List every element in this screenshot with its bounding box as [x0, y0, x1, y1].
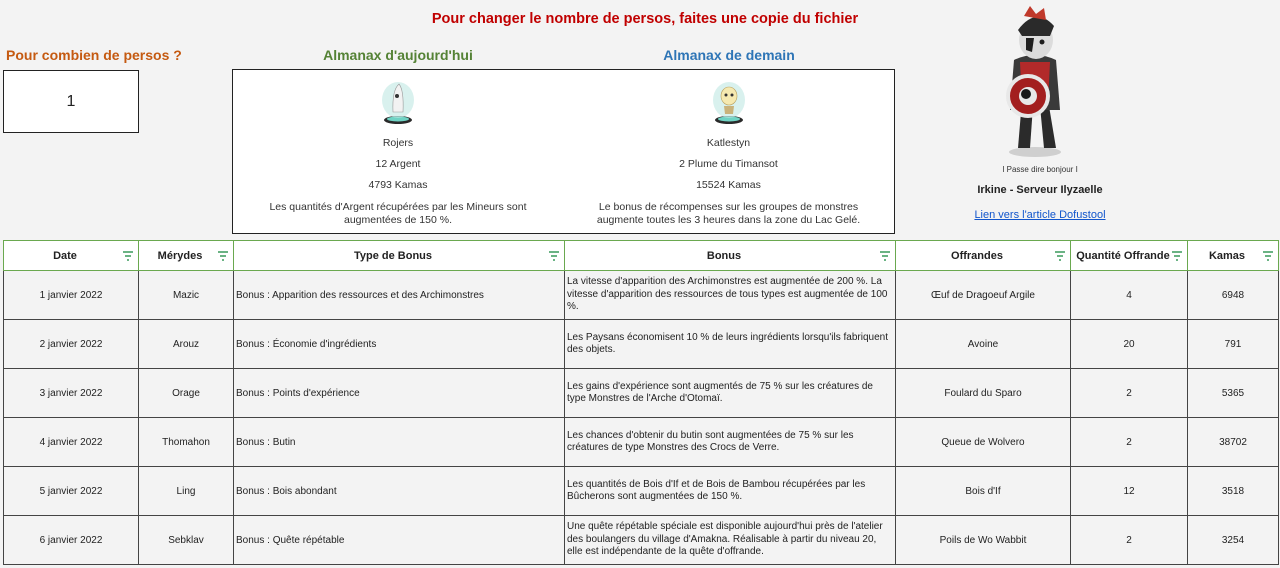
persos-count-label: Pour combien de persos ?: [6, 47, 182, 63]
almanax-tomorrow-offering: 2 Plume du Timansot: [679, 158, 778, 170]
almanax-tomorrow-card: [563, 69, 895, 234]
column-header-label: Offrandes: [951, 249, 1003, 262]
cell-kamas[interactable]: 38702: [1188, 418, 1279, 467]
author-name: Irkine - Serveur Ilyzaelle: [977, 184, 1103, 196]
character-mascot-image: [990, 2, 1080, 160]
cell-meryde[interactable]: Ling: [139, 467, 234, 516]
cell-type-bonus[interactable]: Bonus : Points d'expérience: [234, 369, 565, 418]
column-header-date[interactable]: [4, 241, 139, 271]
cell-offrande[interactable]: Œuf de Dragoeuf Argile: [896, 271, 1071, 320]
npc-portrait-icon: [378, 76, 418, 126]
column-header-label: Type de Bonus: [353, 249, 433, 262]
cell-type-bonus[interactable]: Bonus : Quête répétable: [234, 516, 565, 565]
almanax-tomorrow-title: Almanax de demain: [663, 47, 795, 63]
filter-icon[interactable]: [1054, 251, 1066, 261]
table-row: [4, 320, 1279, 369]
cell-kamas[interactable]: 3518: [1188, 467, 1279, 516]
column-header-kamas[interactable]: [1188, 241, 1279, 271]
filter-icon[interactable]: [879, 251, 891, 261]
cell-bonus[interactable]: La vitesse d'apparition des Archimonstres est augmentée de 200 %. La vitesse d'apparition des ressources de tous types est augmentée de 100 %.: [565, 271, 896, 320]
table-row: [4, 516, 1279, 565]
table-header-row: [4, 241, 1279, 271]
column-header-label: Bonus: [706, 249, 742, 262]
cell-date[interactable]: 3 janvier 2022: [4, 369, 139, 418]
almanax-tomorrow-kamas: 15524 Kamas: [696, 179, 761, 191]
persos-count-input[interactable]: [3, 70, 139, 133]
almanax-tomorrow-description: Le bonus de récompenses sur les groupes de monstres augmente toutes les 3 heures dans la zone du Lac Gelé.: [596, 201, 861, 226]
cell-bonus[interactable]: Les gains d'expérience sont augmentés de 75 % sur les créatures de type Monstres de l'Arche d'Otomaï.: [565, 369, 896, 418]
column-header-type-bonus[interactable]: [234, 241, 565, 271]
cell-meryde[interactable]: Mazic: [139, 271, 234, 320]
cell-meryde[interactable]: Arouz: [139, 320, 234, 369]
table-row: [4, 369, 1279, 418]
dofustool-article-link[interactable]: Lien vers l'article Dofustool: [974, 209, 1106, 221]
cell-date[interactable]: 6 janvier 2022: [4, 516, 139, 565]
almanax-today-description: Les quantités d'Argent récupérées par les Mineurs sont augmentées de 150 %.: [269, 201, 527, 226]
cell-meryde[interactable]: Sebklav: [139, 516, 234, 565]
cell-type-bonus[interactable]: Bonus : Butin: [234, 418, 565, 467]
almanax-today-card: [232, 69, 564, 234]
filter-icon[interactable]: [1262, 251, 1274, 261]
cell-kamas[interactable]: 3254: [1188, 516, 1279, 565]
cell-offrande[interactable]: Avoine: [896, 320, 1071, 369]
author-greeting: I Passe dire bonjour I: [1002, 165, 1078, 174]
filter-icon[interactable]: [122, 251, 134, 261]
almanax-today-offering: 12 Argent: [375, 158, 421, 170]
cell-bonus[interactable]: Les quantités de Bois d'If et de Bois de Bambou récupérées par les Bûcherons sont augmentées de 150 %.: [565, 467, 896, 516]
filter-icon[interactable]: [217, 251, 229, 261]
cell-type-bonus[interactable]: Bonus : Apparition des ressources et des Archimonstres: [234, 271, 565, 320]
cell-offrande[interactable]: Foulard du Sparo: [896, 369, 1071, 418]
almanax-today-title: Almanax d'aujourd'hui: [323, 47, 473, 63]
column-header-label: Date: [53, 249, 77, 262]
copy-file-note: Pour changer le nombre de persos, faites une copie du fichier: [431, 11, 859, 27]
cell-offrande[interactable]: Queue de Wolvero: [896, 418, 1071, 467]
almanax-today-npc: Rojers: [382, 137, 414, 149]
cell-quantite[interactable]: 2: [1071, 369, 1188, 418]
almanax-table: [3, 240, 1279, 565]
cell-bonus[interactable]: Les chances d'obtenir du butin sont augmentées de 75 % sur les créatures de type Monstres des Crocs de Verre.: [565, 418, 896, 467]
cell-bonus[interactable]: Une quête répétable spéciale est disponible aujourd'hui près de l'atelier des boulangers du village d'Amakna. Réalisable à partir du niveau 20, elle est indépendante de la quête d'offrande.: [565, 516, 896, 565]
cell-kamas[interactable]: 5365: [1188, 369, 1279, 418]
cell-meryde[interactable]: Orage: [139, 369, 234, 418]
cell-offrande[interactable]: Bois d'If: [896, 467, 1071, 516]
filter-icon[interactable]: [1171, 251, 1183, 261]
column-header-merydes[interactable]: [139, 241, 234, 271]
column-header-bonus[interactable]: [565, 241, 896, 271]
almanax-tomorrow-npc: Katlestyn: [706, 137, 751, 149]
cell-bonus[interactable]: Les Paysans économisent 10 % de leurs ingrédients lorsqu'ils fabriquent des objets.: [565, 320, 896, 369]
column-header-label: Quantité Offrande: [1076, 249, 1170, 262]
table-row: [4, 271, 1279, 320]
almanax-today-kamas: 4793 Kamas: [368, 179, 428, 191]
table-row: [4, 418, 1279, 467]
cell-date[interactable]: 1 janvier 2022: [4, 271, 139, 320]
cell-date[interactable]: 5 janvier 2022: [4, 467, 139, 516]
cell-quantite[interactable]: 12: [1071, 467, 1188, 516]
npc-portrait-icon: [709, 76, 749, 126]
cell-date[interactable]: 4 janvier 2022: [4, 418, 139, 467]
cell-quantite[interactable]: 20: [1071, 320, 1188, 369]
filter-icon[interactable]: [548, 251, 560, 261]
cell-date[interactable]: 2 janvier 2022: [4, 320, 139, 369]
cell-meryde[interactable]: Thomahon: [139, 418, 234, 467]
cell-quantite[interactable]: 2: [1071, 418, 1188, 467]
cell-type-bonus[interactable]: Bonus : Économie d'ingrédients: [234, 320, 565, 369]
cell-offrande[interactable]: Poils de Wo Wabbit: [896, 516, 1071, 565]
column-header-offrandes[interactable]: [896, 241, 1071, 271]
column-header-label: Kamas: [1208, 249, 1246, 262]
column-header-label: Mérydes: [157, 249, 203, 262]
cell-kamas[interactable]: 791: [1188, 320, 1279, 369]
cell-type-bonus[interactable]: Bonus : Bois abondant: [234, 467, 565, 516]
cell-quantite[interactable]: 4: [1071, 271, 1188, 320]
column-header-quantite[interactable]: [1071, 241, 1188, 271]
table-row: [4, 467, 1279, 516]
cell-kamas[interactable]: 6948: [1188, 271, 1279, 320]
cell-quantite[interactable]: 2: [1071, 516, 1188, 565]
persos-count-value: 1: [66, 92, 76, 110]
